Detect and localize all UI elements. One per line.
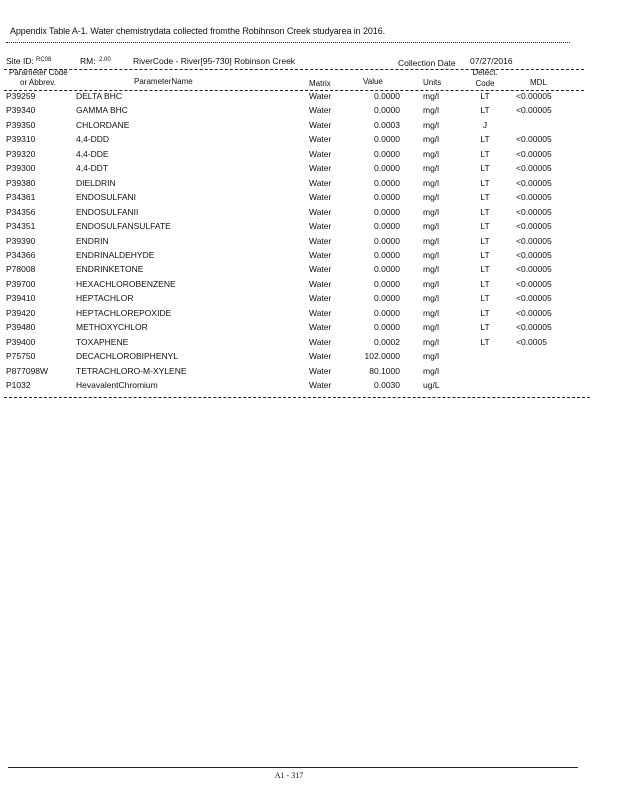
value-cell: 0.0000 — [374, 307, 400, 318]
param-name-cell: HEPTACHLOR — [76, 293, 134, 304]
param-name-cell: 4,4-DDT — [76, 163, 109, 174]
detect-code-cell: LT — [480, 235, 490, 246]
col-detect-line1: Detect. — [472, 68, 498, 77]
site-id-label: Site ID: — [6, 56, 34, 66]
units-cell: mg/l — [423, 264, 440, 275]
value-cell: 0.0000 — [374, 148, 400, 159]
value-cell: 0.0002 — [374, 336, 400, 347]
units-cell: mg/l — [423, 134, 440, 145]
param-code-cell: P39390 — [6, 235, 36, 246]
mdl-cell: <0.00005 — [516, 278, 552, 289]
matrix-cell: Water — [309, 351, 332, 362]
detect-code-cell: LT — [480, 91, 490, 101]
param-name-cell: DIELDRIN — [76, 177, 116, 188]
param-name-cell: METHOXYCHLOR — [76, 322, 148, 333]
table-row — [0, 207, 618, 221]
mdl-cell: <0.00005 — [516, 264, 552, 275]
value-cell: 0.0003 — [374, 119, 400, 130]
mdl-cell: <0.00005 — [516, 293, 552, 304]
param-code-cell: P39410 — [6, 293, 36, 304]
matrix-cell: Water — [309, 91, 332, 101]
table-row — [0, 264, 618, 278]
param-name-cell: ENDRINALDEHYDE — [76, 249, 155, 260]
param-code-cell: P39259 — [6, 91, 36, 101]
units-cell: mg/l — [423, 322, 440, 333]
param-code-cell: P39400 — [6, 336, 36, 347]
param-code-cell: P39700 — [6, 278, 36, 289]
units-cell: mg/l — [423, 91, 440, 101]
col-mdl: MDL — [530, 78, 547, 87]
table-row — [0, 293, 618, 307]
param-name-cell: DELTA BHC — [76, 91, 122, 101]
param-code-cell: P34366 — [6, 249, 36, 260]
detect-code-cell: LT — [480, 307, 490, 318]
detect-code-cell: LT — [480, 293, 490, 304]
value-cell: 0.0000 — [374, 91, 400, 101]
page-number: A1 - 317 — [274, 771, 304, 780]
param-code-cell: P39380 — [6, 177, 36, 188]
table-row — [0, 250, 618, 264]
mdl-cell: <0.00005 — [516, 177, 552, 188]
units-cell: mg/l — [423, 148, 440, 159]
detect-code-cell: LT — [480, 148, 490, 159]
table-row — [0, 178, 618, 192]
param-code-cell: P34351 — [6, 221, 36, 232]
value-cell: 0.0000 — [374, 177, 400, 188]
detect-code-cell: LT — [480, 177, 490, 188]
value-cell: 0.0000 — [374, 105, 400, 116]
param-name-cell: TETRACHLORO-M-XYLENE — [76, 365, 187, 376]
units-cell: mg/l — [423, 249, 440, 260]
matrix-cell: Water — [309, 336, 332, 347]
detect-code-cell: LT — [480, 336, 490, 347]
units-cell: mg/l — [423, 206, 440, 217]
collection-date-label: Collection Date — [398, 58, 456, 68]
value-cell: 0.0000 — [374, 235, 400, 246]
value-cell: 80.1000 — [369, 365, 400, 376]
detect-code-cell: LT — [480, 163, 490, 174]
matrix-cell: Water — [309, 206, 332, 217]
matrix-cell: Water — [309, 307, 332, 318]
param-name-cell: 4,4-DDE — [76, 148, 109, 159]
matrix-cell: Water — [309, 380, 332, 390]
units-cell: mg/l — [423, 351, 440, 362]
table-row — [0, 91, 618, 105]
param-name-cell: TOXAPHENE — [76, 336, 129, 347]
value-cell: 0.0000 — [374, 322, 400, 333]
units-cell: mg/l — [423, 177, 440, 188]
mdl-cell: <0.00005 — [516, 249, 552, 260]
units-cell: mg/l — [423, 105, 440, 116]
caption-divider — [6, 42, 570, 43]
matrix-cell: Water — [309, 192, 332, 203]
detect-code-cell: LT — [480, 192, 490, 203]
matrix-cell: Water — [309, 134, 332, 145]
param-code-cell: P39340 — [6, 105, 36, 116]
col-param-name: ParameterName — [134, 77, 193, 86]
param-name-cell: ENDOSULFANI — [76, 192, 136, 203]
units-cell: mg/l — [423, 235, 440, 246]
table-row — [0, 134, 618, 148]
table-row — [0, 380, 618, 394]
mdl-cell: <0.00005 — [516, 206, 552, 217]
value-cell: 0.0000 — [374, 163, 400, 174]
table-row — [0, 351, 618, 365]
mdl-cell: <0.00005 — [516, 221, 552, 232]
param-code-cell: P34356 — [6, 206, 36, 217]
mdl-cell: <0.0005 — [516, 336, 547, 347]
rm-label: RM: — [80, 56, 96, 66]
mdl-cell: <0.00005 — [516, 134, 552, 145]
mdl-cell: <0.00005 — [516, 105, 552, 116]
param-code-cell: P39320 — [6, 148, 36, 159]
param-code-cell: P39310 — [6, 134, 36, 145]
matrix-cell: Water — [309, 365, 332, 376]
param-code-cell: P39420 — [6, 307, 36, 318]
site-id-value: RC08 — [36, 57, 52, 63]
param-code-cell: P39300 — [6, 163, 36, 174]
table-row — [0, 163, 618, 177]
param-code-cell: P877098W — [6, 365, 49, 376]
value-cell: 0.0000 — [374, 249, 400, 260]
mdl-cell: <0.00005 — [516, 192, 552, 203]
value-cell: 0.0030 — [374, 380, 400, 390]
mdl-cell: <0.00005 — [516, 322, 552, 333]
param-code-cell: P78008 — [6, 264, 36, 275]
param-code-cell: P75750 — [6, 351, 36, 362]
value-cell: 102.0000 — [364, 351, 400, 362]
rm-value: 2.00 — [99, 57, 111, 63]
param-name-cell: ENDOSULFANII — [76, 206, 139, 217]
matrix-cell: Water — [309, 105, 332, 116]
param-name-cell: GAMMA BHC — [76, 105, 128, 116]
value-cell: 0.0000 — [374, 134, 400, 145]
units-cell: mg/l — [423, 293, 440, 304]
col-detect-line2: Code — [475, 79, 495, 88]
table-row — [0, 236, 618, 250]
detect-code-cell: LT — [480, 249, 490, 260]
units-cell: mg/l — [423, 336, 440, 347]
detect-code-cell: LT — [480, 206, 490, 217]
matrix-cell: Water — [309, 148, 332, 159]
mdl-cell: <0.00005 — [516, 307, 552, 318]
param-code-cell: P34361 — [6, 192, 36, 203]
units-cell: ug/L — [423, 380, 440, 390]
table-row — [0, 120, 618, 134]
matrix-cell: Water — [309, 264, 332, 275]
matrix-cell: Water — [309, 177, 332, 188]
table-row — [0, 221, 618, 235]
matrix-cell: Water — [309, 235, 332, 246]
value-cell: 0.0000 — [374, 206, 400, 217]
matrix-cell: Water — [309, 322, 332, 333]
value-cell: 0.0000 — [374, 192, 400, 203]
value-cell: 0.0000 — [374, 221, 400, 232]
col-units: Units — [423, 78, 442, 87]
table-row — [0, 105, 618, 119]
matrix-cell: Water — [309, 249, 332, 260]
matrix-cell: Water — [309, 119, 332, 130]
table-row — [0, 366, 618, 380]
mdl-cell: <0.00005 — [516, 163, 552, 174]
value-cell: 0.0000 — [374, 293, 400, 304]
detect-code-cell: LT — [480, 278, 490, 289]
param-code-cell: P39480 — [6, 322, 36, 333]
units-cell: mg/l — [423, 278, 440, 289]
units-cell: mg/l — [423, 365, 440, 376]
units-cell: mg/l — [423, 119, 440, 130]
table-row — [0, 322, 618, 336]
river-code: RiverCode - River[95-730] Robinson Creek — [133, 56, 296, 66]
param-name-cell: ENDRINKETONE — [76, 264, 144, 275]
units-cell: mg/l — [423, 307, 440, 318]
detect-code-cell: LT — [480, 221, 490, 232]
mdl-cell: <0.00005 — [516, 91, 552, 101]
table-row — [0, 192, 618, 206]
mdl-cell: <0.00005 — [516, 235, 552, 246]
table-row — [0, 337, 618, 351]
table-row — [0, 279, 618, 293]
param-name-cell: ENDOSULFANSULFATE — [76, 221, 171, 232]
param-name-cell: HEXACHLOROBENZENE — [76, 278, 176, 289]
table-row — [0, 308, 618, 322]
matrix-cell: Water — [309, 293, 332, 304]
units-cell: mg/l — [423, 192, 440, 203]
value-cell: 0.0000 — [374, 278, 400, 289]
site-header — [0, 56, 618, 68]
collection-date: 07/27/2016 — [470, 56, 513, 66]
param-name-cell: 4,4-DDD — [76, 134, 110, 145]
detect-code-cell: LT — [480, 322, 490, 333]
matrix-cell: Water — [309, 163, 332, 174]
param-name-cell: CHLORDANE — [76, 119, 130, 130]
param-name-cell: HevavalentChromium — [76, 380, 158, 390]
detect-code-cell: LT — [480, 264, 490, 275]
col-param-code-line2: or Abbrev. — [20, 78, 56, 87]
param-name-cell: ENDRIN — [76, 235, 109, 246]
footer-rule — [8, 767, 578, 768]
col-value: Value — [363, 77, 383, 86]
param-code-cell: P1032 — [6, 380, 31, 390]
matrix-cell: Water — [309, 221, 332, 232]
units-cell: mg/l — [423, 221, 440, 232]
matrix-cell: Water — [309, 278, 332, 289]
units-cell: mg/l — [423, 163, 440, 174]
param-name-cell: HEPTACHLOREPOXIDE — [76, 307, 172, 318]
detect-code-cell: LT — [480, 134, 490, 145]
detect-code-cell: LT — [480, 105, 490, 116]
table-caption: Appendix Table A-1. Water chemistrydata collected fromthe Robihnson Creek studyarea in 2016. — [10, 26, 386, 36]
col-matrix: Matrix — [309, 79, 331, 88]
param-code-cell: P39350 — [6, 119, 36, 130]
param-name-cell: DECACHLOROBIPHENYL — [76, 351, 179, 362]
table-row — [0, 149, 618, 163]
col-param-code-line1: Parameter Code — [9, 68, 68, 77]
value-cell: 0.0000 — [374, 264, 400, 275]
detect-code-cell: J — [482, 119, 488, 130]
mdl-cell: <0.00005 — [516, 148, 552, 159]
table-bottom-rule — [4, 397, 590, 398]
